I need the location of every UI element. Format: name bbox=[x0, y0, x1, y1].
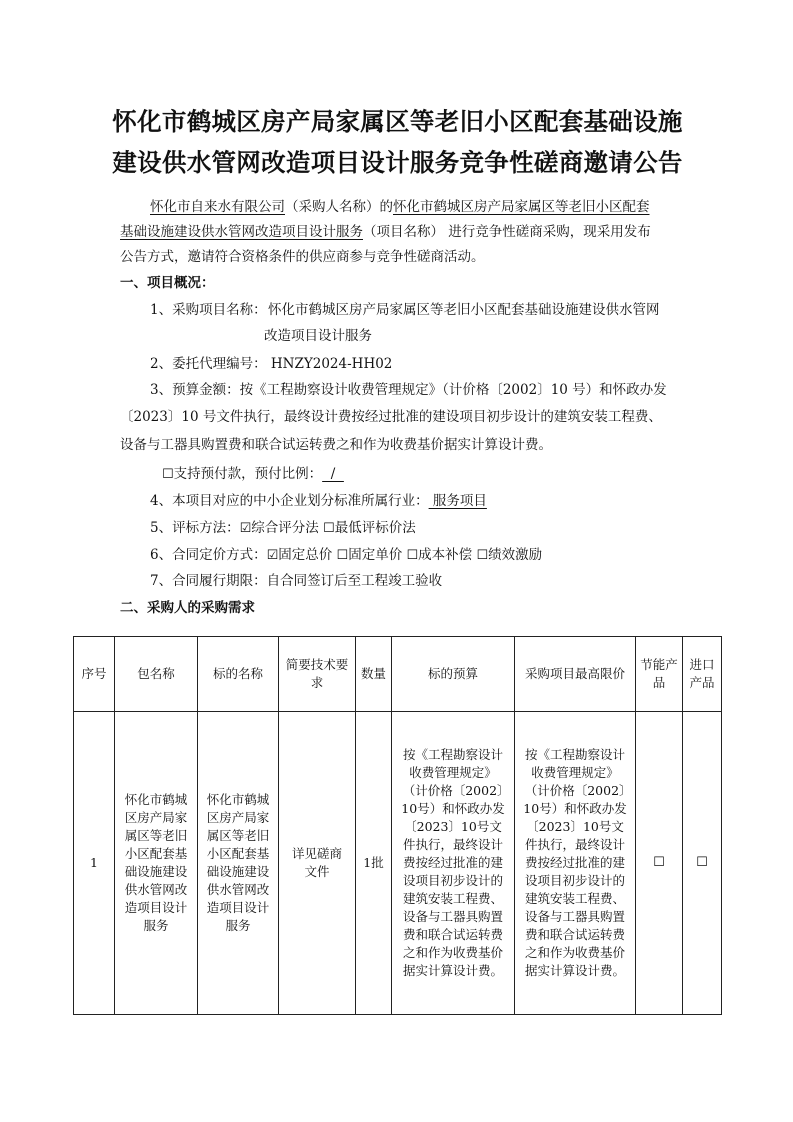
purchaser-name: 怀化市自来水有限公司 bbox=[150, 199, 285, 215]
project-name-part1: 怀化市鹤城区房产局家属区等老旧小区配套 bbox=[393, 199, 650, 215]
item4-industry: 服务项目 bbox=[428, 493, 487, 509]
item4-label: 4、本项目对应的中小企业划分标准所属行业： bbox=[150, 493, 429, 509]
section1-heading: 一、项目概况： bbox=[120, 275, 215, 291]
item3-line3: 设备与工器具购置费和联合试运转费之和作为收费基价据实计算设计费。 bbox=[120, 437, 552, 453]
item2-agent-number: 2、委托代理编号： HNZY2024-HH02 bbox=[150, 356, 393, 372]
item6-line bbox=[150, 544, 542, 567]
imported-product-checkbox[interactable]: ☐ bbox=[683, 712, 722, 1015]
fixed-total-checkbox[interactable]: ☑ bbox=[266, 548, 279, 563]
energy-saving-checkbox[interactable]: ☐ bbox=[636, 712, 683, 1015]
table-row bbox=[74, 712, 722, 1015]
prepay-line bbox=[162, 463, 344, 486]
header-subject: 标的名称 bbox=[198, 637, 279, 712]
cell-max-price: 按《工程勘察设计收费管理规定》（计价格〔2002〕10号）和怀政办发〔2023〕10号文件执行，最终设计费按经过批准的建设项目初步设计的建筑安装工程费、设备与工器具购置费和联合试运转费之和作为收费基价据实计算设计费。 bbox=[515, 712, 636, 1015]
item1-value-line1: 怀化市鹤城区房产局家属区等老旧小区配套基础设施建设供水管网 bbox=[268, 302, 660, 318]
document-title-line1: 怀化市鹤城区房产局家属区等老旧小区配套基础设施 bbox=[112, 107, 683, 136]
item1-label: 1、采购项目名称： bbox=[150, 302, 267, 318]
prepay-text: 支持预付款，预付比例： bbox=[173, 466, 323, 482]
intro-line1 bbox=[150, 196, 650, 218]
cost-compensation-label: 成本补偿 bbox=[418, 547, 473, 563]
fixed-unit-checkbox[interactable]: ☐ bbox=[336, 548, 349, 563]
header-package: 包名称 bbox=[115, 637, 198, 712]
intro-line2 bbox=[120, 221, 651, 243]
table-header-row bbox=[74, 637, 722, 712]
prepay-ratio: / bbox=[322, 466, 344, 482]
procurement-table bbox=[73, 636, 722, 1015]
lowest-price-label: 最低评标价法 bbox=[334, 520, 416, 536]
fixed-unit-label: 固定单价 bbox=[348, 547, 403, 563]
item6-label: 6、合同定价方式： bbox=[150, 547, 267, 563]
cell-qty: 1批 bbox=[356, 712, 392, 1015]
header-no: 序号 bbox=[74, 637, 115, 712]
purchaser-tag: （采购人名称）的 bbox=[285, 199, 393, 215]
prepay-checkbox[interactable]: ☐ bbox=[162, 467, 174, 482]
cell-subject: 怀化市鹤城区房产局家属区等老旧小区配套基础设施建设供水管网改造项目设计服务 bbox=[198, 712, 279, 1015]
header-max-price: 采购项目最高限价 bbox=[515, 637, 636, 712]
comprehensive-score-checkbox[interactable]: ☑ bbox=[239, 521, 252, 536]
header-energy: 节能产品 bbox=[636, 637, 683, 712]
performance-incentive-label: 绩效激励 bbox=[488, 547, 543, 563]
item3-line2: 〔2023〕10 号文件执行，最终设计费按经过批准的建设项目初步设计的建筑安装工程费、 bbox=[120, 409, 662, 425]
project-name-part2: 基础设施建设供水管网改造项目设计服务 bbox=[120, 224, 363, 240]
header-import: 进口产品 bbox=[683, 637, 722, 712]
item5-line bbox=[150, 517, 416, 540]
cost-compensation-checkbox[interactable]: ☐ bbox=[406, 548, 419, 563]
item3-line1: 3、预算金额：按《工程勘察设计收费管理规定》（计价格〔2002〕10 号）和怀政办发 bbox=[150, 382, 667, 398]
cell-no: 1 bbox=[74, 712, 115, 1015]
header-tech: 简要技术要求 bbox=[279, 637, 356, 712]
fixed-total-label: 固定总价 bbox=[278, 547, 333, 563]
header-budget: 标的预算 bbox=[392, 637, 515, 712]
item4-line bbox=[150, 490, 487, 512]
document-title-line2: 建设供水管网改造项目设计服务竞争性磋商邀请公告 bbox=[112, 148, 683, 177]
item5-label: 5、评标方法： bbox=[150, 520, 240, 536]
lowest-price-checkbox[interactable]: ☐ bbox=[323, 521, 335, 536]
intro-line3: 公告方式，邀请符合资格条件的供应商参与竞争性磋商活动。 bbox=[120, 249, 485, 265]
item7-contract-period: 7、合同履行期限：自合同签订后至工程竣工验收 bbox=[150, 573, 443, 589]
performance-incentive-checkbox[interactable]: ☐ bbox=[476, 548, 489, 563]
item1-value-line2: 改造项目设计服务 bbox=[264, 328, 372, 344]
cell-package: 怀化市鹤城区房产局家属区等老旧小区配套基础设施建设供水管网改造项目设计服务 bbox=[115, 712, 198, 1015]
cell-budget: 按《工程勘察设计收费管理规定》（计价格〔2002〕10号）和怀政办发〔2023〕10号文件执行，最终设计费按经过批准的建设项目初步设计的建筑安装工程费、设备与工器具购置费和联合试运转费之和作为收费基价据实计算设计费。 bbox=[392, 712, 515, 1015]
comprehensive-score-label: 综合评分法 bbox=[251, 520, 319, 536]
cell-tech: 详见磋商文件 bbox=[279, 712, 356, 1015]
header-qty: 数量 bbox=[356, 637, 392, 712]
project-tag: （项目名称） 进行竞争性磋商采购，现采用发布 bbox=[363, 224, 651, 240]
section2-heading: 二、采购人的采购需求 bbox=[120, 600, 255, 616]
